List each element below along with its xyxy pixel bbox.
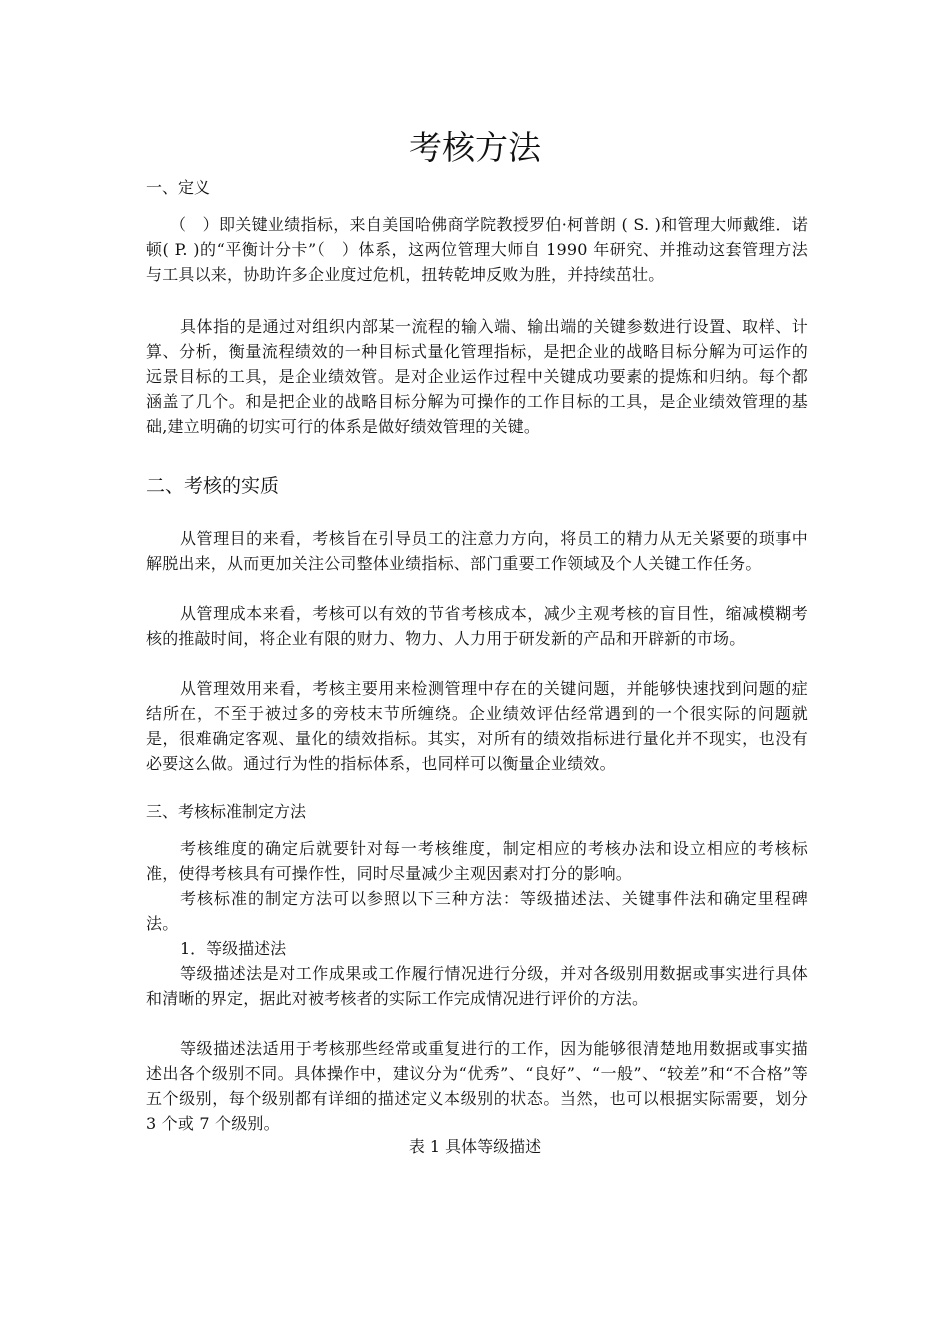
- document-title: 考核方法: [409, 128, 541, 167]
- paragraph: 从管理成本来看，考核可以有效的节省考核成本，减少主观考核的盲目性，缩减模糊考核的推敲时间，将企业有限的财力、物力、人力用于研发新的产品和开辟新的市场。: [146, 604, 808, 648]
- section-heading-standards: 三、考核标准制定方法: [146, 802, 307, 821]
- paragraph: 考核标准的制定方法可以参照以下三种方法：等级描述法、关键事件法和确定里程碑法。: [146, 889, 808, 933]
- paragraph: 等级描述法是对工作成果或工作履行情况进行分级，并对各级别用数据或事实进行具体和清晰的界定，据此对被考核者的实际工作完成情况进行评价的方法。: [146, 964, 808, 1008]
- section-heading-essence: 二、考核的实质: [146, 475, 280, 497]
- paragraph: 从管理效用来看，考核主要用来检测管理中存在的关键问题，并能够快速找到问题的症结所在，不至于被过多的旁枝末节所缠绕。企业绩效评估经常遇到的一个很实际的问题就是，很难确定客观、量化的绩效指标。其实，对所有的绩效指标进行量化并不现实，也没有必要这么做。通过行为性的指标体系，也同样可以衡量企业绩效。: [146, 679, 808, 773]
- paragraph: 考核维度的确定后就要针对每一考核维度，制定相应的考核办法和设立相应的考核标准，使得考核具有可操作性，同时尽量减少主观因素对打分的影响。: [146, 839, 808, 883]
- paragraph: 从管理目的来看，考核旨在引导员工的注意力方向，将员工的精力从无关紧要的琐事中解脱出来，从而更加关注公司整体业绩指标、部门重要工作领域及个人关键工作任务。: [146, 529, 808, 573]
- section-heading-definition: 一、定义: [146, 178, 211, 197]
- paragraph: 具体指的是通过对组织内部某一流程的输入端、输出端的关键参数进行设置、取样、计算、分析，衡量流程绩效的一种目标式量化管理指标，是把企业的战略目标分解为可运作的远景目标的工具，是企业绩效管。是对企业运作过程中关键成功要素的提炼和归纳。每个都涵盖了几个。和是把企业的战略目标分解为可操作的工作目标的工具，是企业绩效管理的基础,建立明确的切实可行的体系是做好绩效管理的关键。: [146, 317, 808, 436]
- paragraph: （ ）即关键业绩指标，来自美国哈佛商学院教授罗伯·柯普朗 ( S. )和管理大师戴维．诺顿( P. )的“平衡计分卡”（ ）体系，这两位管理大师自 1990 年研究、并推动这套管理方法与工具以来，协助许多企业度过危机，扭转乾坤反败为胜，并持续茁壮。: [146, 215, 808, 284]
- subheading-grade-description: 1．等级描述法: [180, 939, 287, 958]
- paragraph: 等级描述法适用于考核那些经常或重复进行的工作，因为能够很清楚地用数据或事实描述出各个级别不同。具体操作中，建议分为“优秀”、“良好”、“一般”、“较差”和“不合格”等五个级别，每个级别都有详细的描述定义本级别的状态。当然，也可以根据实际需要，划分 3 个或 7 个级别。: [146, 1039, 808, 1133]
- table-caption: 表 1 具体等级描述: [408, 1137, 542, 1156]
